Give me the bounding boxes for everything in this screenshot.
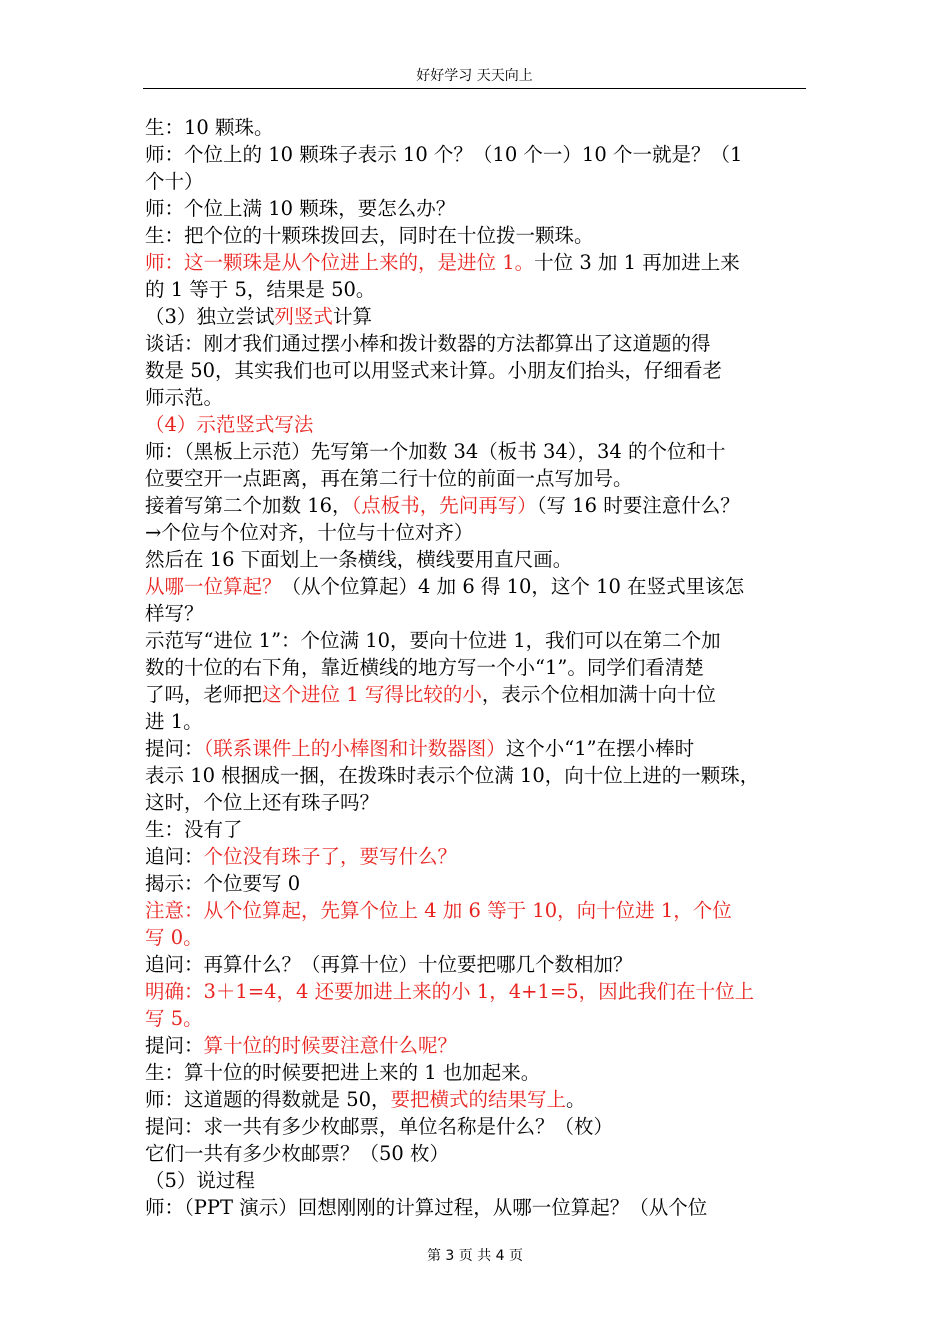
body-text: 生：10 颗珠。 xyxy=(145,116,274,139)
body-text: 师：个位上的 10 颗珠子表示 10 个？（10 个一）10 个一就是？（1 xyxy=(145,143,743,166)
body-text: 这时，个位上还有珠子吗？ xyxy=(145,791,380,814)
body-text: （从个位算起）4 加 6 得 10，这个 10 在竖式里该怎 xyxy=(281,575,745,598)
body-text: →个位与个位对齐，十位与十位对齐） xyxy=(145,521,474,544)
header-divider xyxy=(143,88,806,89)
body-text: 的 1 等于 5，结果是 50。 xyxy=(145,278,376,301)
emphasis-text: （联系课件上的小棒图和计数器图） xyxy=(203,737,506,760)
text-line xyxy=(145,978,807,1005)
body-text: （3）独立尝试 xyxy=(145,305,275,328)
text-line xyxy=(145,168,807,195)
text-line xyxy=(145,276,807,303)
text-line xyxy=(145,546,807,573)
emphasis-text: （4）示范竖式写法 xyxy=(145,413,314,436)
emphasis-text: 列竖式 xyxy=(274,305,333,328)
text-line xyxy=(145,1113,807,1140)
text-line xyxy=(145,681,807,708)
body-text: 师：（黑板上示范）先写第一个加数 34（板书 34），34 的个位和十 xyxy=(145,440,726,463)
page-footer: 第 3 页 共 4 页 xyxy=(426,1248,524,1264)
text-line xyxy=(145,1086,807,1113)
body-text: 数的十位的右下角，靠近横线的地方写一个小“1”。同学们看清楚 xyxy=(145,656,704,679)
text-line xyxy=(145,438,807,465)
text-line xyxy=(145,627,807,654)
body-text: 数是 50，其实我们也可以用竖式来计算。小朋友们抬头，仔细看老 xyxy=(145,359,723,382)
body-text: 师：（PPT 演示）回想刚刚的计算过程，从哪一位算起？（从个位 xyxy=(145,1196,708,1219)
emphasis-text: 要把横式的结果写上 xyxy=(390,1088,567,1111)
text-line xyxy=(145,573,807,600)
emphasis-text: 这一颗珠是从个位进上来的，是进位 1。 xyxy=(184,251,535,274)
emphasis-text: 个位没有珠子了，要写什么？ xyxy=(203,845,458,868)
body-text: 提问： xyxy=(145,1034,204,1057)
emphasis-text: 写 5。 xyxy=(145,1007,203,1030)
text-line xyxy=(145,789,807,816)
body-text: 追问：再算什么？（再算十位）十位要把哪几个数相加？ xyxy=(145,953,633,976)
body-text: 个十） xyxy=(145,170,204,193)
text-line xyxy=(145,249,807,276)
emphasis-text: 这个进位 1 写得比较的小 xyxy=(262,683,482,706)
text-line xyxy=(145,465,807,492)
emphasis-text: 明确：3＋1=4，4 还要加进上来的小 1，4+1=5，因此我们在十位上 xyxy=(145,980,755,1003)
body-text: 师：这道题的得数就是 50， xyxy=(145,1088,391,1111)
body-text: 进 1。 xyxy=(145,710,203,733)
text-line xyxy=(145,708,807,735)
page-header: 好好学习 天天向上 xyxy=(416,68,533,84)
body-text: （5）说过程 xyxy=(145,1169,255,1192)
emphasis-text: （点板书，先问再写） xyxy=(351,494,537,517)
text-line xyxy=(145,951,807,978)
text-line xyxy=(145,195,807,222)
body-text: 十位 3 加 1 再加进上来 xyxy=(534,251,740,274)
body-text: 计算 xyxy=(332,305,372,328)
body-text: （写 16 时要注意什么？ xyxy=(536,494,740,517)
text-line xyxy=(145,303,807,330)
text-line xyxy=(145,762,807,789)
text-line xyxy=(145,330,807,357)
emphasis-text: 师： xyxy=(145,251,185,274)
body-text: 生：没有了 xyxy=(145,818,243,841)
emphasis-text: 算十位的时候要注意什么呢？ xyxy=(203,1034,458,1057)
text-line xyxy=(145,1194,807,1221)
text-line xyxy=(145,114,807,141)
body-text: 追问： xyxy=(145,845,204,868)
body-text: 提问：求一共有多少枚邮票，单位名称是什么？（枚） xyxy=(145,1115,614,1138)
text-line xyxy=(145,870,807,897)
body-text: ，表示个位相加满十向十位 xyxy=(481,683,716,706)
text-line xyxy=(145,1140,807,1167)
text-line xyxy=(145,1032,807,1059)
text-line xyxy=(145,222,807,249)
body-text: 位要空开一点距离，再在第二行十位的前面一点写加号。 xyxy=(145,467,633,490)
body-text: 了吗，老师把 xyxy=(145,683,263,706)
text-line xyxy=(145,357,807,384)
body-text: 示范写“进位 1”：个位满 10，要向十位进 1，我们可以在第二个加 xyxy=(145,629,721,652)
text-line xyxy=(145,492,807,519)
body-text: 揭示：个位要写 0 xyxy=(145,872,301,895)
text-line xyxy=(145,411,807,438)
text-line xyxy=(145,384,807,411)
body-text: 师：个位上满 10 颗珠，要怎么办？ xyxy=(145,197,456,220)
text-line xyxy=(145,735,807,762)
text-line xyxy=(145,1167,807,1194)
body-text: 样写？ xyxy=(145,602,204,625)
text-line xyxy=(145,519,807,546)
text-line xyxy=(145,924,807,951)
text-line xyxy=(145,843,807,870)
text-line xyxy=(145,1059,807,1086)
emphasis-text: 写 0。 xyxy=(145,926,203,949)
text-line xyxy=(145,897,807,924)
text-line xyxy=(145,600,807,627)
body-text: 师示范。 xyxy=(145,386,224,409)
text-line xyxy=(145,654,807,681)
body-text: 接着写第二个加数 16， xyxy=(145,494,352,517)
emphasis-text: 注意：从个位算起，先算个位上 4 加 6 等于 10，向十位进 1，个位 xyxy=(145,899,732,922)
body-text: 生：算十位的时候要把进上来的 1 也加起来。 xyxy=(145,1061,541,1084)
body-text: 然后在 16 下面划上一条横线，横线要用直尺画。 xyxy=(145,548,573,571)
text-line xyxy=(145,816,807,843)
document-body xyxy=(145,114,807,1221)
emphasis-text: 从哪一位算起？ xyxy=(145,575,282,598)
body-text: 表示 10 根捆成一捆，在拨珠时表示个位满 10，向十位上进的一颗珠， xyxy=(145,764,760,787)
body-text: 这个小“1”在摆小棒时 xyxy=(505,737,695,760)
text-line xyxy=(145,1005,807,1032)
body-text: 提问： xyxy=(145,737,204,760)
body-text: 生：把个位的十颗珠拨回去，同时在十位拨一颗珠。 xyxy=(145,224,594,247)
body-text: 。 xyxy=(566,1088,586,1111)
body-text: 谈话：刚才我们通过摆小棒和拨计数器的方法都算出了这道题的得 xyxy=(145,332,711,355)
body-text: 它们一共有多少枚邮票？（50 枚） xyxy=(145,1142,450,1165)
text-line xyxy=(145,141,807,168)
